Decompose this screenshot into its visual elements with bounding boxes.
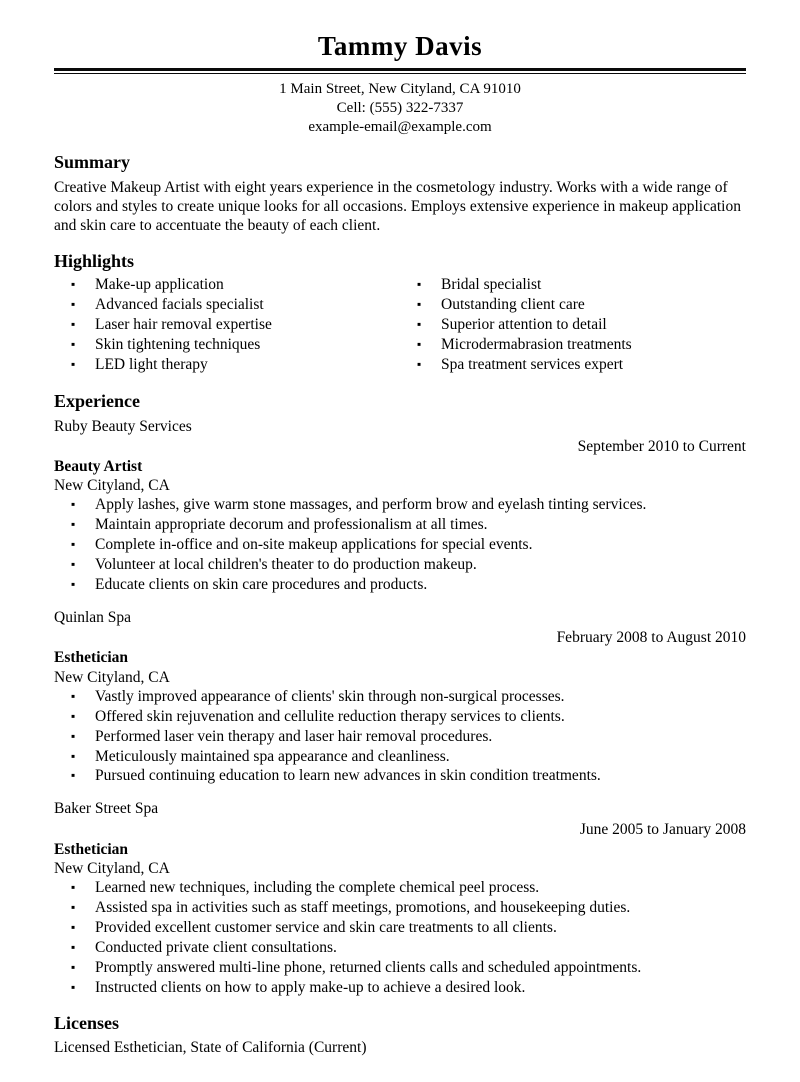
candidate-name: Tammy Davis <box>317 31 483 61</box>
job-bullet: ▪ Vastly improved appearance of clients' skin through non-surgical processes. <box>54 688 746 707</box>
summary-heading: Summary <box>54 152 130 173</box>
job-bullet: ▪ Maintain appropriate decorum and professionalism at all times. <box>54 516 746 535</box>
job-title: Esthetician <box>54 840 129 858</box>
job-bullet: ▪ Learned new techniques, including the complete chemical peel process. <box>54 879 746 898</box>
job-location: New Cityland, CA <box>54 668 170 686</box>
contact-address: 1 Main Street, New Cityland, CA 91010 <box>279 80 521 97</box>
licenses-text: Licensed Esthetician, State of California (Current) <box>54 1039 367 1057</box>
job-company: Ruby Beauty Services <box>54 417 192 435</box>
contact-block <box>54 80 746 138</box>
licenses-section <box>54 1013 746 1058</box>
highlight-item: ▪ Make-up application <box>54 276 400 295</box>
job-bullet: ▪ Meticulously maintained spa appearance and cleanliness. <box>54 748 746 767</box>
highlight-item: ▪ Laser hair removal expertise <box>54 316 400 335</box>
contact-phone: Cell: (555) 322-7337 <box>336 99 464 116</box>
highlight-item: ▪ Microdermabrasion treatments <box>400 336 746 355</box>
job-bullet: ▪ Promptly answered multi-line phone, returned clients calls and scheduled appointments. <box>54 959 746 978</box>
job-entry-ruby-beauty-services <box>54 417 746 595</box>
summary-text: Creative Makeup Artist with eight years experience in the cosmetology industry. Works with a wide range of colors and styles to create unique looks for all occasions. Employs extensive experience in makeup application and skin care to accentuate the beauty of each client. <box>54 178 741 235</box>
highlight-item: ▪ Spa treatment services expert <box>400 356 746 375</box>
job-bullets <box>54 496 746 595</box>
highlight-item: ▪ Superior attention to detail <box>400 316 746 335</box>
job-location: New Cityland, CA <box>54 859 170 877</box>
job-location: New Cityland, CA <box>54 477 170 495</box>
job-bullet: ▪ Performed laser vein therapy and laser hair removal procedures. <box>54 728 746 747</box>
resume-header <box>54 32 746 137</box>
highlight-item: ▪ Advanced facials specialist <box>54 296 400 315</box>
highlights-section <box>54 251 746 376</box>
highlight-item: ▪ LED light therapy <box>54 356 400 375</box>
job-title: Esthetician <box>54 649 129 667</box>
licenses-heading: Licenses <box>54 1012 119 1033</box>
job-title: Beauty Artist <box>54 457 143 475</box>
job-bullet: ▪ Instructed clients on how to apply make-up to achieve a desired look. <box>54 979 746 998</box>
highlight-item: ▪ Skin tightening techniques <box>54 336 400 355</box>
highlights-grid <box>54 276 746 376</box>
job-bullet: ▪ Complete in-office and on-site makeup applications for special events. <box>54 536 746 555</box>
job-bullet: ▪ Pursued continuing education to learn new advances in skin condition treatments. <box>54 767 746 786</box>
job-bullet: ▪ Apply lashes, give warm stone massages, and perform brow and eyelash tinting services. <box>54 496 746 515</box>
job-dates: September 2010 to Current <box>577 437 746 455</box>
experience-section <box>54 391 746 998</box>
job-dates: June 2005 to January 2008 <box>579 820 746 838</box>
highlight-item: ▪ Bridal specialist <box>400 276 746 295</box>
job-bullet: ▪ Conducted private client consultations. <box>54 939 746 958</box>
highlights-right-column <box>400 276 746 376</box>
highlights-heading: Highlights <box>54 250 135 271</box>
job-company: Baker Street Spa <box>54 800 159 818</box>
experience-heading: Experience <box>54 390 140 411</box>
highlights-left-column <box>54 276 400 376</box>
contact-email: example-email@example.com <box>308 119 492 136</box>
job-entry-quinlan-spa <box>54 608 746 786</box>
job-bullet: ▪ Educate clients on skin care procedures and products. <box>54 576 746 595</box>
highlight-item: ▪ Outstanding client care <box>400 296 746 315</box>
summary-section <box>54 152 746 235</box>
job-dates: February 2008 to August 2010 <box>556 629 746 647</box>
header-divider <box>54 68 746 74</box>
job-bullets <box>54 879 746 997</box>
job-entry-baker-street-spa <box>54 799 746 997</box>
job-bullet: ▪ Assisted spa in activities such as staff meetings, promotions, and housekeeping duties. <box>54 899 746 918</box>
job-bullets <box>54 688 746 787</box>
job-bullet: ▪ Provided excellent customer service and skin care treatments to all clients. <box>54 919 746 938</box>
job-company: Quinlan Spa <box>54 608 132 626</box>
job-bullet: ▪ Volunteer at local children's theater to do production makeup. <box>54 556 746 575</box>
job-bullet: ▪ Offered skin rejuvenation and cellulite reduction therapy services to clients. <box>54 708 746 727</box>
